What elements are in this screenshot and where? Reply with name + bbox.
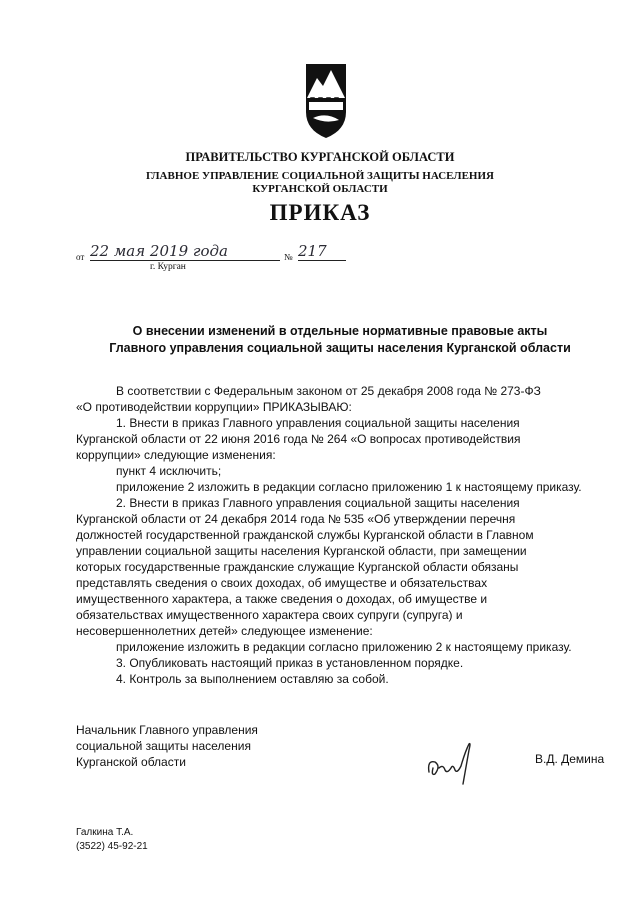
position-line3: Курганской области	[76, 755, 186, 769]
handwritten-number: 217	[298, 242, 346, 261]
order-subject	[60, 323, 620, 357]
body-line: Курганской области от 22 июня 2016 года № 264 «О вопросах противодействия	[76, 432, 521, 446]
executor-name: Галкина Т.А.	[76, 827, 134, 838]
handwritten-date: 22 мая 2019 года	[90, 242, 280, 261]
body-line: коррупции» следующие изменения:	[76, 448, 276, 462]
handwritten-signature	[425, 738, 480, 788]
signatory-position	[76, 722, 258, 770]
body-line: 4. Контроль за выполнением оставляю за собой.	[116, 672, 389, 686]
department-title-line1: ГЛАВНОЕ УПРАВЛЕНИЕ СОЦИАЛЬНОЙ ЗАЩИТЫ НАСЕЛЕНИЯ	[146, 170, 494, 182]
body-line: 3. Опубликовать настоящий приказ в установленном порядке.	[116, 656, 464, 670]
body-line: Курганской области от 24 декабря 2014 года № 535 «Об утверждении перечня	[76, 512, 516, 526]
city-label: г. Курган	[150, 262, 186, 272]
department-title-line2: КУРГАНСКОЙ ОБЛАСТИ	[252, 183, 388, 195]
body-line: «О противодействии коррупции» ПРИКАЗЫВАЮ:	[76, 400, 352, 414]
number-label: №	[284, 252, 293, 262]
body-line: представлять сведения о своих доходах, об имуществе и обязательствах	[76, 576, 488, 590]
body-line: 1. Внести в приказ Главного управления социальной защиты населения	[116, 416, 520, 430]
body-line: несовершеннолетних детей» следующее изменение:	[76, 624, 373, 638]
body-line: обязательствах имущественного характера своих супруги (супруга) и	[76, 608, 463, 622]
body-line: управлении социальной защиты населения Курганской области, при замещении	[76, 544, 527, 558]
from-label: от	[76, 252, 85, 262]
signatory-name: В.Д. Демина	[535, 752, 605, 766]
subject-line1: О внесении изменений в отдельные нормативные правовые акты	[132, 324, 548, 338]
body-line: 2. Внести в приказ Главного управления социальной защиты населения	[116, 496, 520, 510]
coat-of-arms-emblem	[303, 58, 349, 142]
order-date-number-row	[76, 240, 376, 270]
government-title: ПРАВИТЕЛЬСТВО КУРГАНСКОЙ ОБЛАСТИ	[185, 150, 455, 164]
body-line: которых государственные гражданские служащие Курганской области обязаны	[76, 560, 519, 574]
body-line: имущественного характера, а также сведения о доходах, об имуществе и	[76, 592, 488, 606]
body-line: должностей государственной гражданской службы Курганской области в Главном	[76, 528, 534, 542]
executor-info	[76, 826, 148, 854]
position-line2: социальной защиты населения	[76, 739, 251, 753]
body-line: приложение 2 изложить в редакции согласно приложению 1 к настоящему приказу.	[116, 480, 582, 494]
body-line: пункт 4 исключить;	[116, 464, 222, 478]
position-line1: Начальник Главного управления	[76, 723, 258, 737]
subject-line2: Главного управления социальной защиты населения Курганской области	[109, 341, 571, 355]
body-line: В соответствии с Федеральным законом от 25 декабря 2008 года № 273-ФЗ	[116, 384, 541, 398]
body-line: приложение изложить в редакции согласно приложению 2 к настоящему приказу.	[116, 640, 572, 654]
executor-phone: (3522) 45-92-21	[76, 841, 148, 852]
document-type-title: ПРИКАЗ	[269, 200, 371, 225]
